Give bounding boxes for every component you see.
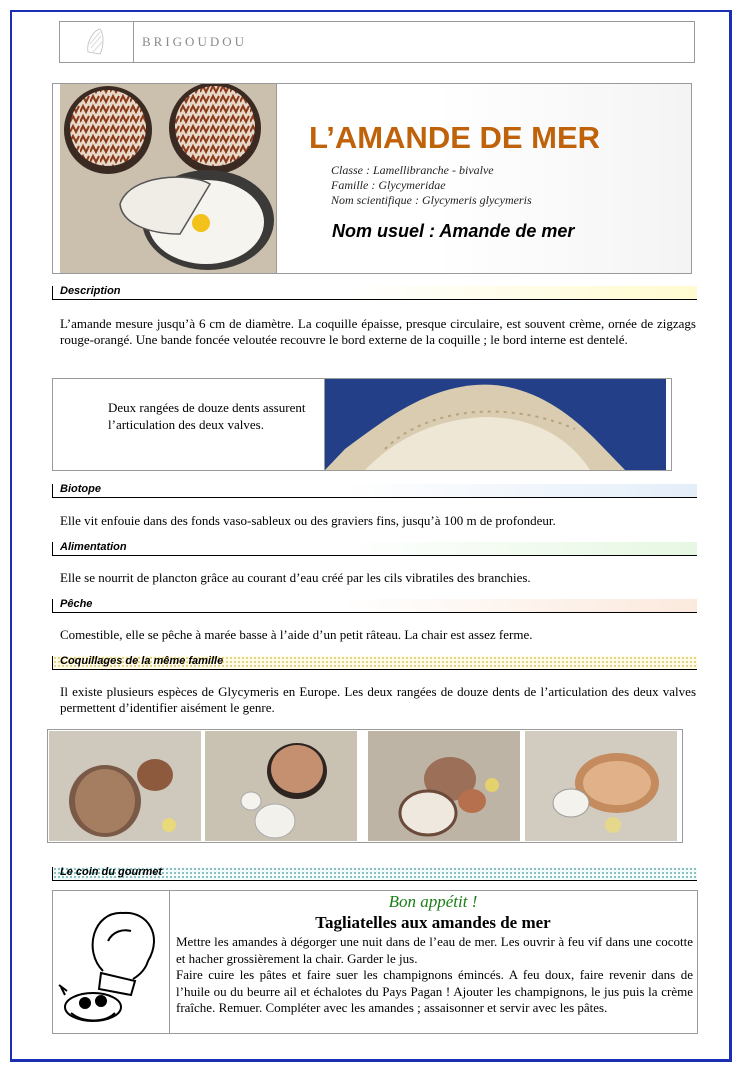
chef-hat-cartoon-icon (53, 891, 170, 1033)
section-heading: Alimentation (60, 541, 127, 553)
teeth-caption: Deux rangées de douze dents assurent l’articulation des deux valves. (108, 400, 306, 432)
scientific-name-label: Nom scientifique : Glycymeris glycymeris (331, 193, 532, 207)
recipe-title: Tagliatelles aux amandes de mer (315, 913, 551, 932)
section-header-alimentation (52, 542, 697, 556)
peche-text: Comestible, elle se pêche à marée basse à l’aide d’un petit râteau. La chair est assez ferme. (60, 627, 533, 642)
section-header-famille (52, 656, 697, 670)
shells-photo (60, 84, 277, 273)
classe-label: Classe : Lamellibranche - bivalve (331, 163, 494, 177)
brand-name: BRIGOUDOU (142, 34, 247, 49)
recipe-paragraph-1: Mettre les amandes à dégorger une nuit dans de l’eau de mer. Les ouvrir à feu vif dans une cocotte et hacher grossièrement la chair. Garder le jus. (176, 934, 693, 966)
hinge-teeth-photo (324, 379, 666, 470)
section-heading: Coquillages de la même famille (60, 655, 224, 667)
biotope-text: Elle vit enfouie dans des fonds vaso-sableux ou des graviers fins, jusqu’à 100 m de profondeur. (60, 513, 556, 528)
bon-appetit-heading: Bon appétit ! (388, 892, 478, 911)
alimentation-text: Elle se nourrit de plancton grâce au courant d’eau créé par les cils vibratiles des branchies. (60, 570, 531, 585)
recipe-paragraph-2: Faire cuire les pâtes et faire suer les champignons émincés. A feu doux, faire revenir dans de l’huile ou du beurre ail et échalotes du Pays Pagan ! Ajouter les champignons, le jus puis la crème fraîche. Remuer. Compléter avec les amandes ; assaisonner et servir avec les pâtes. (176, 967, 693, 1015)
recipe-box (52, 890, 698, 1034)
title-block (52, 83, 692, 274)
common-name: Nom usuel : Amande de mer (332, 221, 575, 241)
famille-text: Il existe plusieurs espèces de Glycymeris en Europe. Les deux rangées de douze dents de l’articulation des deux valves permettent d’identifier aisément le genre. (60, 684, 696, 715)
shell-sketch-icon (60, 22, 134, 62)
section-heading: Description (60, 285, 121, 297)
gallery-photo-4 (525, 731, 677, 841)
section-header-gourmet (52, 867, 697, 881)
famille-label: Famille : Glycymeridae (331, 178, 446, 192)
section-header-peche (52, 599, 697, 613)
gallery-photo-2 (205, 731, 357, 841)
header-bar (59, 21, 695, 63)
teeth-figure (52, 378, 672, 471)
section-header-biotope (52, 484, 697, 498)
description-text: L’amande mesure jusqu’à 6 cm de diamètre. La coquille épaisse, presque circulaire, est souvent crème, ornée de zigzags rouge-orangé. Une bande foncée veloutée recouvre le bord externe de la coquille ; le bord interne est dentelé. (60, 316, 696, 347)
section-heading: Biotope (60, 483, 101, 495)
section-header-description (52, 286, 697, 300)
page-title: L’AMANDE DE MER (309, 120, 601, 155)
section-heading: Le coin du gourmet (60, 866, 163, 878)
recipe-text (176, 934, 693, 1017)
section-heading: Pêche (60, 598, 93, 610)
shell-gallery (47, 729, 683, 843)
gallery-photo-1 (49, 731, 201, 841)
gallery-photo-3 (368, 731, 520, 841)
